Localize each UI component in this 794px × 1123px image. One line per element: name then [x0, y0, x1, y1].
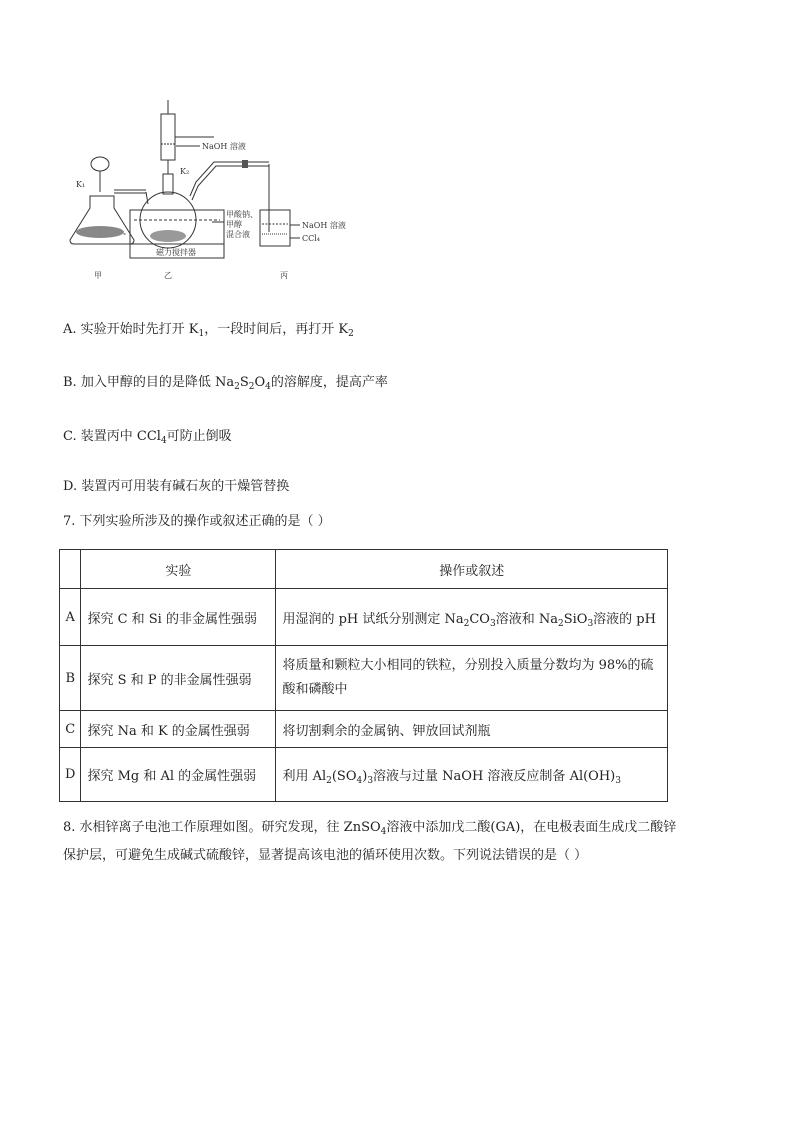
beaker [260, 210, 290, 246]
apparatus-diagram [64, 92, 364, 292]
label-bing: 丙 [280, 271, 288, 280]
question-7-stem: 7. 下列实验所涉及的操作或叙述正确的是（ ） [63, 514, 331, 529]
table-row [60, 646, 668, 711]
row-key: B [60, 646, 81, 711]
label-yi: 乙 [164, 271, 172, 280]
option-d: D. 装置丙可用装有碱石灰的干燥管替换 [63, 479, 290, 494]
label-mixture-3: 混合液 [226, 230, 250, 239]
option-b: B. 加入甲醇的目的是降低 $Na_2S_2O_4$的溶解度，提高产率 [63, 375, 388, 392]
label-naoh-right: NaOH 溶液 [302, 221, 346, 230]
option-c: C. 装置丙中 CCl$_4$可防止倒吸 [63, 429, 232, 446]
dropping-funnel [161, 114, 175, 160]
table-row [60, 711, 668, 748]
clamp [242, 160, 248, 168]
label-mixture-2: 甲醇 [226, 220, 242, 229]
row-key: C [60, 711, 81, 748]
label-ccl4: CCl₄ [302, 234, 321, 243]
question-8-stem [63, 814, 743, 870]
row-key: A [60, 589, 81, 646]
table-row [60, 748, 668, 802]
label-stirrer: 磁力搅拌器 [156, 248, 196, 257]
liquid-in-flask [150, 230, 186, 242]
label-k2: K₂ [180, 167, 190, 176]
question-8-line-1: 8. 水相锌离子电池工作原理如图。研究发现，往 ZnSO$_4$溶液中添加戊二酸(GA)，在电极表面生成戊二酸锌 [63, 820, 677, 837]
question-8-line-2: 保护层，可避免生成碱式硫酸锌，显著提高该电池的循环使用次数。下列说法错误的是（ ） [63, 848, 588, 863]
table-row [60, 589, 668, 646]
row-operation: 将切割剩余的金属钠、钾放回试剂瓶 [276, 711, 668, 748]
row-experiment: 探究 Na 和 K 的金属性强弱 [81, 711, 276, 748]
row-experiment: 探究 Mg 和 Al 的金属性强弱 [81, 748, 276, 802]
row-key: D [60, 748, 81, 802]
row-experiment: 探究 C 和 Si 的非金属性强弱 [81, 589, 276, 646]
label-k1: K₁ [76, 180, 86, 189]
row-experiment: 探究 S 和 P 的非金属性强弱 [81, 646, 276, 711]
label-jia: 甲 [94, 271, 102, 280]
header-experiment: 实验 [81, 550, 276, 589]
table-header-row [60, 550, 668, 589]
funnel-bulb [91, 157, 109, 171]
option-a: A. 实验开始时先打开 $K_1$，一段时间后，再打开 $K_2$ [63, 322, 354, 339]
experiment-table [59, 549, 668, 802]
solid-in-flask [76, 226, 124, 238]
label-mixture-1: 甲酸钠、 [226, 210, 258, 219]
apparatus-figure [64, 92, 364, 292]
label-naoh-top: NaOH 溶液 [202, 142, 246, 151]
row-operation: 利用 $Al_2(SO_4)_3$溶液与过量 NaOH 溶液反应制备 $Al(OH)_3$ [276, 748, 668, 802]
header-key [60, 550, 81, 589]
row-operation: 用湿润的 pH 试纸分别测定 $Na_2CO_3$溶液和 $Na_2SiO_3$溶液的 pH [276, 589, 668, 646]
header-operation: 操作或叙述 [276, 550, 668, 589]
row-operation: 将质量和颗粒大小相同的铁粒，分别投入质量分数均为 98%的硫 酸和磷酸中 [276, 646, 668, 711]
